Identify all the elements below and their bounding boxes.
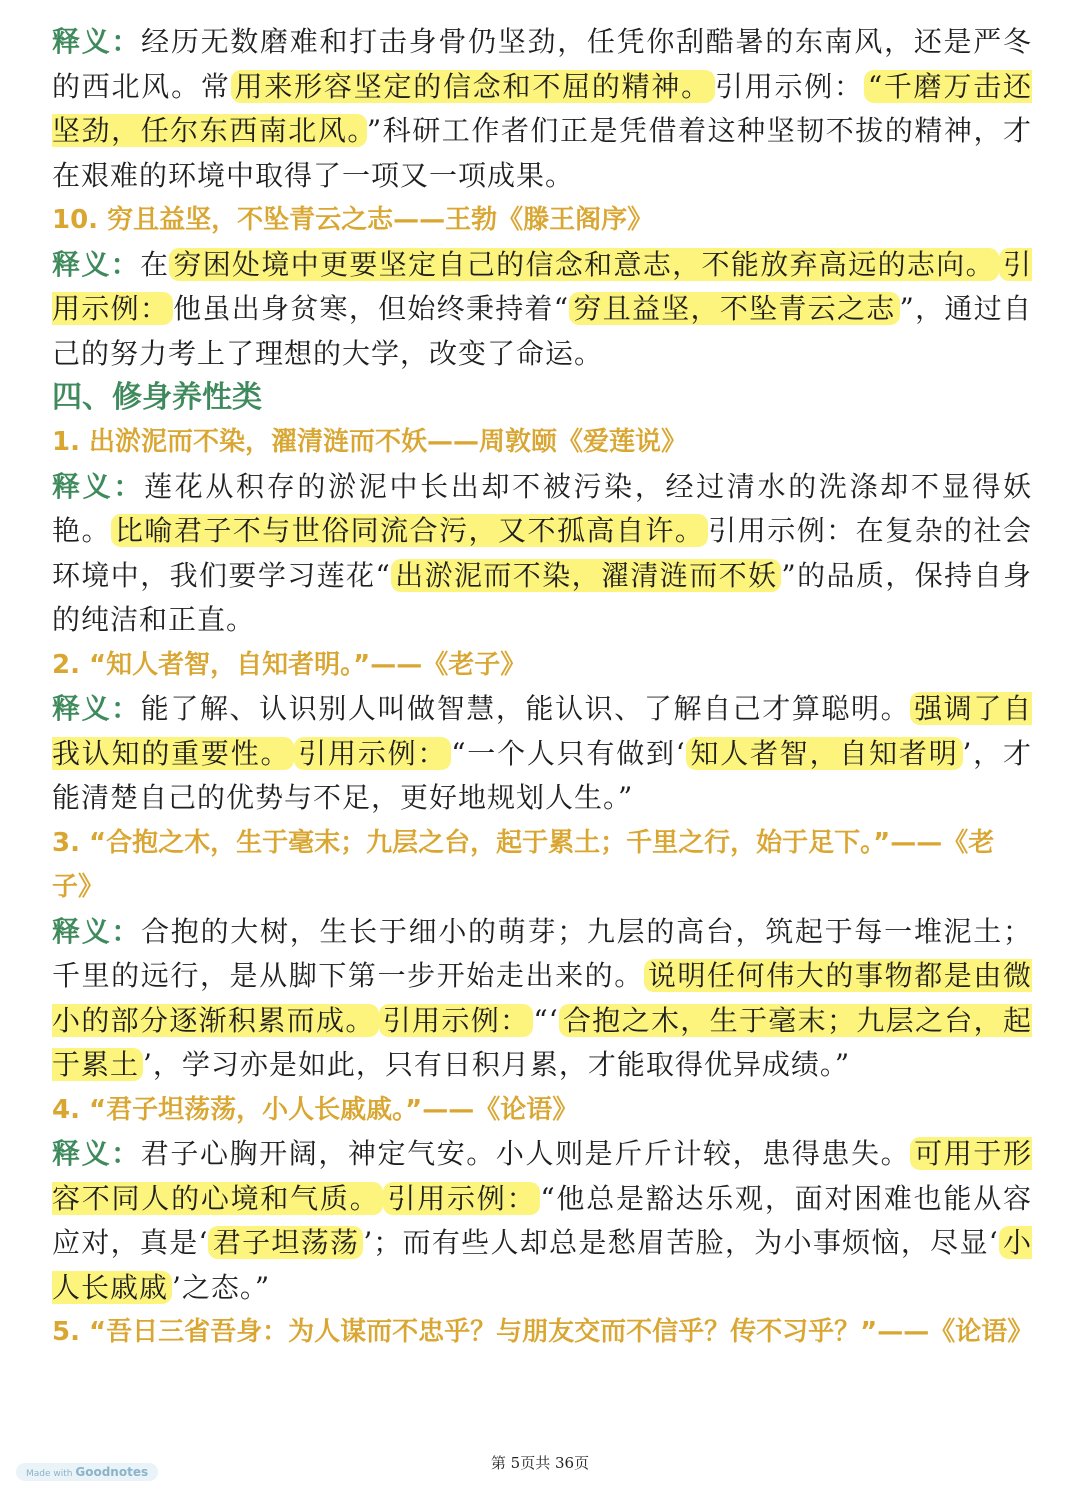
explanation-label: 释义：: [52, 692, 141, 725]
paragraph-explanation: [52, 243, 1032, 377]
explanation-label: 释义：: [52, 247, 141, 281]
text: “一个人只有做到‘: [451, 736, 686, 770]
text: 引用示例：在复杂的社会环境中，我们要学习莲花“: [52, 514, 1032, 592]
quote-heading: 3. “合抱之木，生于毫末；九层之台，起于累土；千里之行，始于足下。”——《老子》: [52, 827, 995, 902]
paragraph-explanation: [52, 910, 1032, 1088]
highlight: 小人长戚戚: [52, 1226, 1032, 1304]
highlight: 引用示例：: [294, 737, 451, 770]
page-number: 第 5页共 36页: [490, 1454, 590, 1472]
text: 引用示例：: [714, 69, 864, 103]
highlight: 知人者智，自知者明: [686, 737, 963, 770]
explanation-label: 释义：: [52, 1137, 141, 1170]
explanation-label: 释义：: [52, 25, 142, 58]
badge-brand: Goodnotes: [75, 1465, 149, 1479]
highlight: 说明任何伟大的事物都是由微小的部分逐渐积累而成。: [52, 959, 1032, 1037]
page-content: [52, 20, 1032, 1355]
explanation-label: 释义：: [52, 914, 142, 948]
paragraph-explanation: [52, 1132, 1032, 1310]
highlight: 比喻君子不与世俗同流合污，又不孤高自许。: [111, 514, 708, 547]
text: ’，学习亦是如此，只有日积月累，才能取得优异成绩。”: [143, 1048, 851, 1081]
highlight: “千磨万击还坚劲，任尔东西南北风。: [52, 69, 1032, 147]
goodnotes-badge[interactable]: [16, 1463, 158, 1481]
highlight: 君子坦荡荡: [208, 1226, 363, 1259]
text: ’；而有些人却总是愁眉苦脸，为小事烦恼，尽显‘: [363, 1226, 999, 1259]
highlight: 穷且益坚，不坠青云之志: [569, 292, 899, 325]
text: 君子心胸开阔，神定气安。小人则是斤斤计较，患得患失。: [140, 1137, 911, 1170]
highlight: 穷困处境中更要坚定自己的信念和意志，不能放弃高远的志向。: [169, 248, 999, 281]
text: 能了解、认识别人叫做智慧，能认识、了解自己才算聪明。: [140, 692, 911, 725]
text: ”，通过自己的努力考上了理想的大学，改变了命运。: [52, 292, 1032, 370]
quote-heading: 2. “知人者智，自知者明。”——《老子》: [52, 649, 527, 680]
highlight: 引用示例：: [379, 1004, 534, 1037]
highlight: 引用示例：: [383, 1182, 540, 1215]
highlight: 合抱之木，生于毫末；九层之台，起于累土: [52, 1003, 1032, 1081]
quote-heading: 10. 穷且益坚，不坠青云之志——王勃《滕王阁序》: [52, 205, 654, 235]
section-title: 四、修身养性类: [52, 380, 262, 415]
explanation-label: 释义：: [52, 469, 145, 503]
quote-heading: 5. “吾日三省吾身：为人谋而不忠乎？与朋友交而不信乎？传不习乎？”——《论语》: [52, 1317, 1034, 1347]
text: “他总是豁达乐观，面对困难也能从容应对，真是‘: [52, 1181, 1032, 1259]
highlight: 用来形容坚定的信念和不屈的精神。: [231, 70, 715, 103]
text: 在: [140, 247, 170, 281]
highlight: 出淤泥而不染，濯清涟而不妖: [391, 559, 782, 592]
text: ’，才能清楚自己的优势与不足，更好地规划人生。”: [52, 736, 1032, 814]
paragraph-explanation: [52, 20, 1032, 198]
text: 莲花从积存的淤泥中长出却不被污染，经过清水的洗涤却不显得妖艳。: [52, 469, 1032, 547]
quote-heading: 1. 出淤泥而不染，濯清涟而不妖——周敦颐《爱莲说》: [52, 427, 688, 457]
highlight: 可用于形容不同人的心境和气质。: [52, 1137, 1032, 1215]
badge-made-with: Made with: [26, 1469, 73, 1479]
highlight: 引用示例：: [52, 247, 1032, 325]
text: 他虽出身贫寒，但始终秉持着“: [173, 292, 570, 325]
quote-heading: 4. “君子坦荡荡，小人长戚戚。”——《论语》: [52, 1094, 579, 1125]
paragraph-explanation: [52, 687, 1032, 821]
paragraph-explanation: [52, 465, 1032, 643]
text: “‘: [533, 1003, 559, 1037]
text: ”的品质，保持自身的纯洁和正直。: [52, 558, 1032, 636]
highlight: 强调了自我认知的重要性。: [52, 692, 1032, 770]
text: ’之态。”: [172, 1270, 271, 1304]
text: 经历无数磨难和打击身骨仍坚劲，任凭你刮酷暑的东南风，还是严冬的西北风。常: [52, 25, 1032, 103]
text: ”科研工作者们正是凭借着这种坚韧不拔的精神，才在艰难的环境中取得了一项又一项成果。: [52, 114, 1032, 192]
text: 合抱的大树，生长于细小的萌芽；九层的高台，筑起于每一堆泥土；千里的远行，是从脚下第一步开始走出来的。: [52, 914, 1032, 992]
